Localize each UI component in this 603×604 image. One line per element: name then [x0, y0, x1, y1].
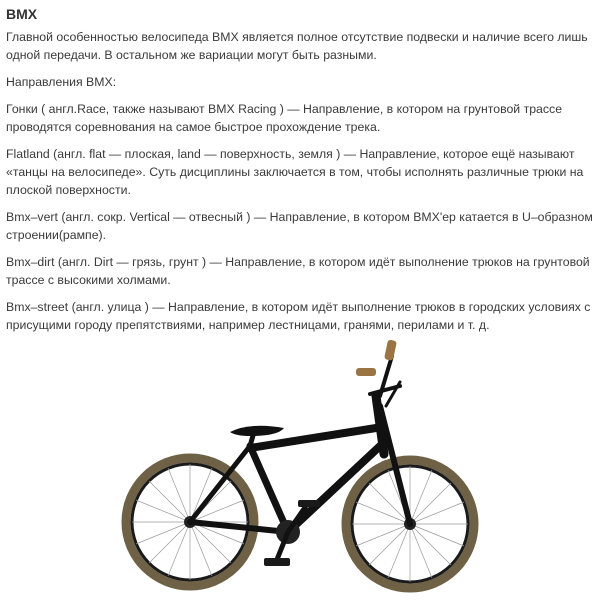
article-title: BMX: [6, 6, 38, 22]
handlebar-grip: [384, 339, 397, 360]
paragraph-street: Bmx–street (англ. улица ) — Направление, в котором идёт выполнение трюков в городских условиях с присущими городу препятствиями, например лестницами, гранями, перилами и т. д.: [6, 300, 591, 332]
article: [6, 6, 598, 343]
paragraph-race: Гонки ( англ.Race, также называют BMX Racing ) — Направление, в котором на грунтовой трассе проводятся соревнования на самое быстрое прохождение трека.: [6, 102, 563, 134]
paragraph-intro: Главной особенностью велосипеда BMX является полное отсутствие подвески и наличие всего лишь одной передачи. В остальном же вариации могут быть разными.: [6, 30, 588, 62]
paragraph-directions-heading: Направления BMX:: [6, 75, 117, 89]
paragraph-vert: Bmx–vert (англ. сокр. Vertical — отвесный ) — Направление, в котором BMX'ер катается в U–образном строении(рампе).: [6, 210, 593, 242]
bmx-bike-image: [118, 336, 498, 598]
handlebar-grip-rear: [356, 368, 376, 376]
paragraph-flatland: Flatland (англ. flat — плоская, land — поверхность, земля ) — Направление, которое ещё называют «танцы на велосипеде». Суть дисциплины заключается в том, чтобы исполнять различные трюки на плоской поверхности.: [6, 147, 584, 197]
paragraph-dirt: Bmx–dirt (англ. Dirt — грязь, грунт ) — Направление, в котором идёт выполнение трюков на грунтовой трассе с высокими холмами.: [6, 255, 590, 287]
